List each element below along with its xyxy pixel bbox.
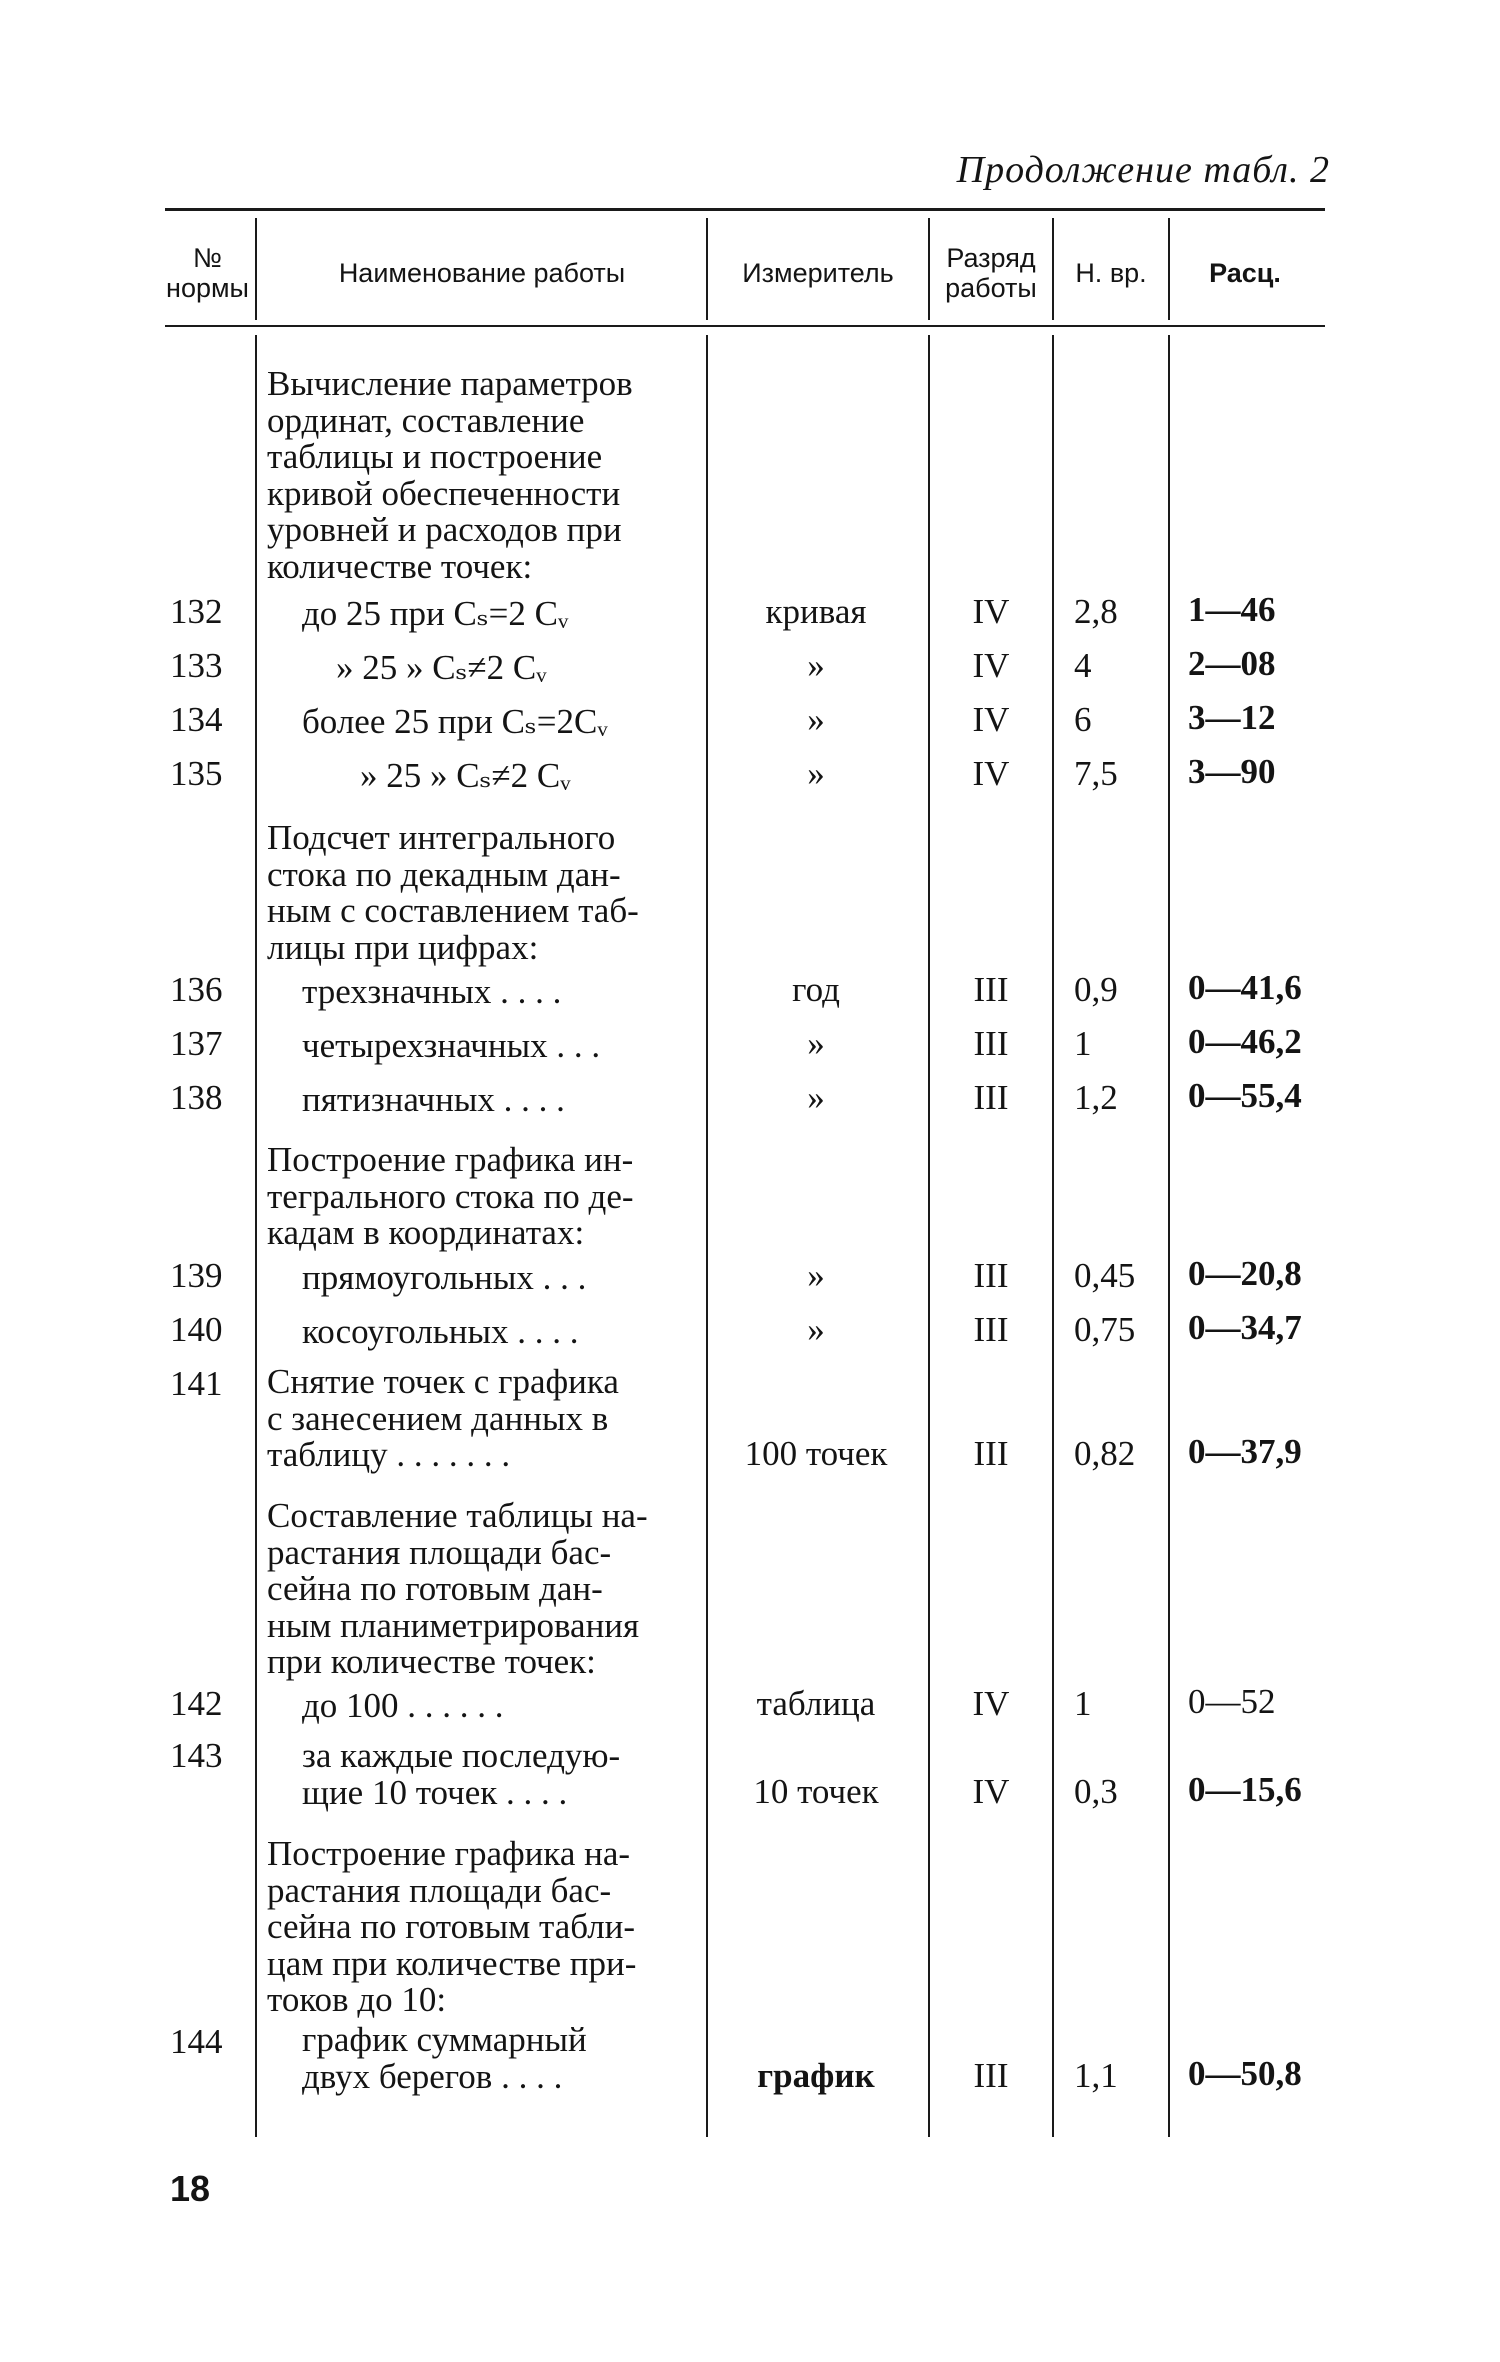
work-name: косоугольных . . . . [302, 1312, 579, 1351]
measure-unit: 100 точек [744, 1434, 888, 1473]
time-norm: 0,9 [1074, 970, 1118, 1009]
header-grade-line2: работы [945, 273, 1037, 303]
time-norm: 6 [1074, 700, 1092, 739]
work-name: » 25 » Cₛ≠2 Cᵥ [360, 756, 571, 795]
group-title-line: ным планиметрирования [267, 1605, 640, 1645]
table-top-rule [165, 208, 1325, 211]
norm-number: 136 [170, 970, 223, 1009]
rate-value: 3—90 [1188, 752, 1276, 791]
work-grade: IV [972, 592, 1010, 631]
column-divider [255, 335, 257, 2137]
rate-value: 0—37,9 [1188, 1432, 1302, 1471]
work-grade: IV [972, 1684, 1010, 1723]
header-bottom-rule [165, 325, 1325, 327]
header-norm-number [160, 228, 255, 318]
group-title [267, 1498, 697, 1681]
work-grade: IV [972, 700, 1010, 739]
table-continuation-caption: Продолжение табл. 2 [956, 149, 1330, 191]
work-name [302, 2022, 697, 2095]
work-name: четырехзначных . . . [302, 1026, 601, 1065]
group-title-line: при количестве точек: [267, 1642, 596, 1681]
norm-number: 140 [170, 1310, 223, 1349]
measure-unit: » [807, 1024, 825, 1063]
work-name: прямоугольных . . . [302, 1258, 587, 1297]
measure-unit: » [807, 1078, 825, 1117]
work-grade: III [973, 1078, 1009, 1117]
time-norm: 0,82 [1074, 1434, 1136, 1473]
group-title-line: уровней и расходов при [267, 510, 622, 549]
group-title-line: ординат, составление [267, 400, 585, 440]
header-unit: Измеритель [742, 258, 894, 288]
rate-value: 2—08 [1188, 644, 1276, 683]
work-name-line: график суммарный [302, 2020, 587, 2059]
measure-unit: » [807, 1310, 825, 1349]
group-title-line: количестве точек: [267, 546, 533, 586]
rate-value: 1—46 [1188, 590, 1276, 629]
work-name-line: щие 10 точек . . . . [302, 1772, 568, 1812]
norm-number: 134 [170, 700, 223, 739]
rate-value: 0—55,4 [1188, 1076, 1302, 1115]
measure-unit: » [807, 1256, 825, 1295]
group-title-line: ным с составлением таб- [267, 891, 639, 930]
header-work-name: Наименование работы [338, 258, 626, 288]
group-title [267, 366, 697, 585]
group-title-line: токов до 10: [267, 1980, 447, 2019]
time-norm: 1 [1074, 1684, 1092, 1723]
group-title-line: сейна по готовым дан- [267, 1569, 603, 1608]
header-grade-line1: Разряд [946, 243, 1036, 273]
work-name: » 25 » Cₛ≠2 Cᵥ [336, 648, 547, 687]
time-norm: 0,45 [1074, 1256, 1136, 1295]
group-title-line: тегрального стока по де- [267, 1176, 634, 1216]
time-norm: 0,75 [1074, 1310, 1136, 1349]
time-norm: 1,1 [1074, 2056, 1118, 2095]
time-norm: 2,8 [1074, 592, 1118, 631]
work-name: до 100 . . . . . . [302, 1686, 504, 1725]
work-grade: III [973, 1256, 1009, 1295]
group-title-line: кривой обеспеченности [267, 473, 621, 513]
work-name-line: Снятие точек с графика [267, 1362, 619, 1401]
measure-unit: » [807, 646, 825, 685]
time-norm: 1,2 [1074, 1078, 1118, 1117]
group-title-line: Построение графика на- [267, 1834, 631, 1873]
work-name: до 25 при Cₛ=2 Cᵥ [302, 594, 569, 633]
header-divider [255, 218, 257, 320]
group-title [267, 1836, 697, 2019]
group-title-line: таблицы и построение [267, 437, 603, 476]
group-title-line: Построение графика ин- [267, 1140, 634, 1179]
work-name: более 25 при Cₛ=2Cᵥ [302, 702, 608, 741]
work-name: трехзначных . . . . [302, 972, 562, 1011]
measure-unit: » [807, 700, 825, 739]
norm-number: 132 [170, 592, 223, 631]
work-name [302, 1738, 697, 1811]
work-name-line: двух берегов . . . . [302, 2056, 563, 2096]
norm-number: 137 [170, 1024, 223, 1063]
measure-unit: » [807, 754, 825, 793]
header-rate: Расц. [1209, 258, 1281, 288]
work-grade: IV [972, 1772, 1010, 1811]
column-divider [1052, 335, 1054, 2137]
work-grade: IV [972, 646, 1010, 685]
header-norm-number-line2: нормы [166, 273, 249, 303]
rate-value: 0—15,6 [1188, 1770, 1302, 1809]
norm-number: 133 [170, 646, 223, 685]
group-title-line: Вычисление параметров [267, 364, 633, 403]
group-title-line: Составление таблицы на- [267, 1496, 648, 1535]
rate-value: 0—20,8 [1188, 1254, 1302, 1293]
group-title-line: растания площади бас- [267, 1532, 612, 1572]
work-name-line: с занесением данных в [267, 1398, 609, 1438]
header-grade [930, 228, 1052, 318]
group-title-line: цам при количестве при- [267, 1943, 637, 1983]
group-title-line: сейна по готовым табли- [267, 1907, 636, 1946]
norm-number: 141 [170, 1364, 223, 1403]
page-number: 18 [170, 2168, 211, 2209]
work-name-line: таблицу . . . . . . . [267, 1435, 511, 1474]
measure-unit: график [757, 2056, 875, 2095]
rate-value: 0—50,8 [1188, 2054, 1302, 2093]
rate-value: 0—52 [1188, 1682, 1276, 1721]
group-title-line: растания площади бас- [267, 1870, 612, 1910]
measure-unit: кривая [765, 592, 867, 631]
work-grade: IV [972, 754, 1010, 793]
work-grade: III [973, 2056, 1009, 2095]
header-norm-number-line1: № [193, 243, 222, 273]
rate-value: 0—34,7 [1188, 1308, 1302, 1347]
group-title-line: стока по декадным дан- [267, 854, 621, 894]
group-title-line: лицы при цифрах: [267, 927, 539, 967]
group-title-line: кадам в координатах: [267, 1213, 585, 1252]
group-title [267, 820, 697, 966]
work-grade: III [973, 1310, 1009, 1349]
time-norm: 1 [1074, 1024, 1092, 1063]
rate-value: 3—12 [1188, 698, 1276, 737]
time-norm: 4 [1074, 646, 1092, 685]
measure-unit: таблица [756, 1684, 876, 1723]
norm-number: 138 [170, 1078, 223, 1117]
work-name: пятизначных . . . . [302, 1080, 565, 1119]
norm-number: 139 [170, 1256, 223, 1295]
rate-value: 0—41,6 [1188, 968, 1302, 1007]
time-norm: 7,5 [1074, 754, 1118, 793]
norm-number: 135 [170, 754, 223, 793]
work-grade: III [973, 1434, 1009, 1473]
time-norm: 0,3 [1074, 1772, 1118, 1811]
group-title-line: Подсчет интегрального [267, 818, 616, 857]
header-time-norm: Н. вр. [1075, 258, 1147, 288]
work-name-line: за каждые последую- [302, 1736, 621, 1775]
norm-number: 144 [170, 2022, 223, 2061]
rate-value: 0—46,2 [1188, 1022, 1302, 1061]
measure-unit: год [792, 970, 840, 1009]
group-title [267, 1142, 697, 1252]
work-grade: III [973, 1024, 1009, 1063]
work-grade: III [973, 970, 1009, 1009]
measure-unit: 10 точек [753, 1772, 879, 1811]
norm-number: 143 [170, 1736, 223, 1775]
work-name [267, 1364, 697, 1474]
column-divider [1168, 335, 1170, 2137]
norm-number: 142 [170, 1684, 223, 1723]
